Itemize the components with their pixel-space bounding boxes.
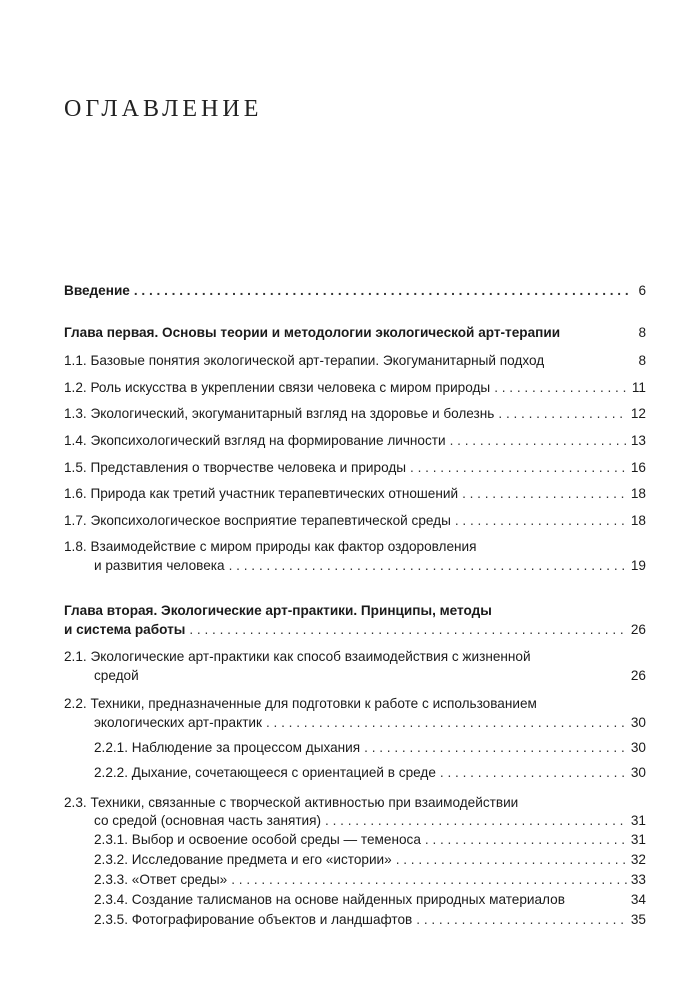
toc-entry-1-8[interactable] [94,557,646,575]
toc-page-number: 13 [630,433,646,448]
toc-entry-intro[interactable] [64,282,646,300]
toc-entry-2-3-3[interactable] [94,871,646,889]
dot-leader [266,714,627,732]
toc-entry-2-3-4[interactable] [94,891,646,909]
dot-leader [498,405,626,423]
dot-leader [425,831,627,849]
toc-entry-1-5[interactable] [64,459,646,477]
toc-entry-label: средой [94,668,139,683]
dot-leader [325,812,627,830]
toc-page-number: 31 [630,813,646,828]
toc-page-number: 32 [630,852,646,867]
toc-entry-label: со средой (основная часть занятия) [94,813,322,828]
toc-entry-2-2-2[interactable] [94,764,646,782]
toc-entry-1-4[interactable] [64,432,646,450]
toc-page-number: 18 [630,513,646,528]
toc-entry-label: 1.3. Экологический, экогуманитарный взгляд на здоровье и болезнь [64,406,495,421]
toc-entry-2-3[interactable] [94,812,646,830]
toc-entry-label: 1.6. Природа как третий участник терапевтических отношений [64,486,459,501]
dot-leader [231,871,627,889]
toc-entry-label: и система работы [64,622,186,637]
toc-entry-1-3[interactable] [64,405,646,423]
toc-entry-1-2[interactable] [64,379,646,397]
dot-leader [450,432,627,450]
toc-page-number: 6 [638,283,646,298]
toc-page-number: 33 [630,872,646,887]
toc-entry-2-2[interactable] [94,714,646,732]
toc-entry-label: и развития человека [94,558,225,573]
toc-entry-label: 1.2. Роль искусства в укреплении связи человека с миром природы [64,380,491,395]
dot-leader [229,557,627,575]
dot-leader [455,512,627,530]
toc-page-number: 8 [638,353,646,368]
toc-entry-1-7[interactable] [64,512,646,530]
toc-entry-label: 1.7. Экопсихологическое восприятие терапевтической среды [64,513,451,528]
toc-entry-2-3-5[interactable] [94,911,646,929]
toc-entry-1-6[interactable] [64,485,646,503]
toc-entry-label: 2.2.2. Дыхание, сочетающееся с ориентацией в среде [94,765,436,780]
toc-entry-label: 1.4. Экопсихологический взгляд на формирование личности [64,433,446,448]
toc-entry-label: 2.2.1. Наблюдение за процессом дыхания [94,740,361,755]
toc-page-number: 26 [630,668,646,683]
toc-entry-2-1-first-line: 2.1. Экологические арт-практики как способ взаимодействия с жизненной [64,649,531,664]
toc-page-number: 30 [630,740,646,755]
toc-entry-2-3-1[interactable] [94,831,646,849]
toc-page-number: 35 [630,912,646,927]
toc-entry-label: 2.3.2. Исследование предмета и его «истории» [94,852,392,867]
toc-page-number: 12 [630,406,646,421]
dot-leader [189,621,627,639]
toc-entry-2-3-first-line: 2.3. Техники, связанные с творческой активностью при взаимодействии [64,795,519,810]
dot-leader [134,282,628,300]
toc-entry-label: 2.3.1. Выбор и освоение особой среды — теменоса [94,832,421,847]
dot-leader [416,911,627,929]
dot-leader [440,764,627,782]
toc-entry-chapter-2[interactable] [64,621,646,639]
toc-entry-label: Глава первая. Основы теории и методологии экологической арт-терапии [64,325,561,340]
toc-entry-chapter-2-first-line: Глава вторая. Экологические арт-практики. Принципы, методы [64,603,492,618]
toc-entry-chapter-1[interactable] [64,324,646,342]
dot-leader [396,851,627,869]
toc-entry-label: 1.1. Базовые понятия экологической арт-терапии. Экогуманитарный подход [64,353,545,368]
toc-entry-label: экологических арт-практик [94,715,262,730]
toc-entry-1-1[interactable] [64,352,646,370]
toc-entry-2-2-1[interactable] [94,739,646,757]
toc-page-number: 34 [630,892,646,907]
toc-entry-2-3-2[interactable] [94,851,646,869]
toc-page-number: 26 [630,622,646,637]
toc-entry-label: 2.3.4. Создание талисманов на основе найденных природных материалов [94,892,565,907]
toc-entry-label: Введение [64,283,130,298]
dot-leader [462,485,627,503]
toc-page-number: 18 [630,486,646,501]
toc-entry-label: 2.3.3. «Ответ среды» [94,872,228,887]
page-title: ОГЛАВЛЕНИЕ [64,96,263,122]
toc-entry-1-8-first-line: 1.8. Взаимодействие с миром природы как фактор оздоровления [64,539,477,554]
toc-entry-2-2-first-line: 2.2. Техники, предназначенные для подготовки к работе с использованием [64,696,537,711]
dot-leader [410,459,627,477]
toc-page-number: 30 [630,715,646,730]
toc-page-number: 11 [631,380,646,395]
toc-page-number: 31 [630,832,646,847]
dot-leader [364,739,627,757]
toc-page-number: 30 [630,765,646,780]
dot-leader [494,379,628,397]
toc-page-number: 8 [638,325,646,340]
toc-entry-label: 2.3.5. Фотографирование объектов и ландшафтов [94,912,413,927]
toc-page-number: 19 [630,558,646,573]
toc-entry-label: 1.5. Представления о творчестве человека и природы [64,460,407,475]
toc-page-number: 16 [630,460,646,475]
toc-entry-2-1[interactable] [94,667,646,685]
